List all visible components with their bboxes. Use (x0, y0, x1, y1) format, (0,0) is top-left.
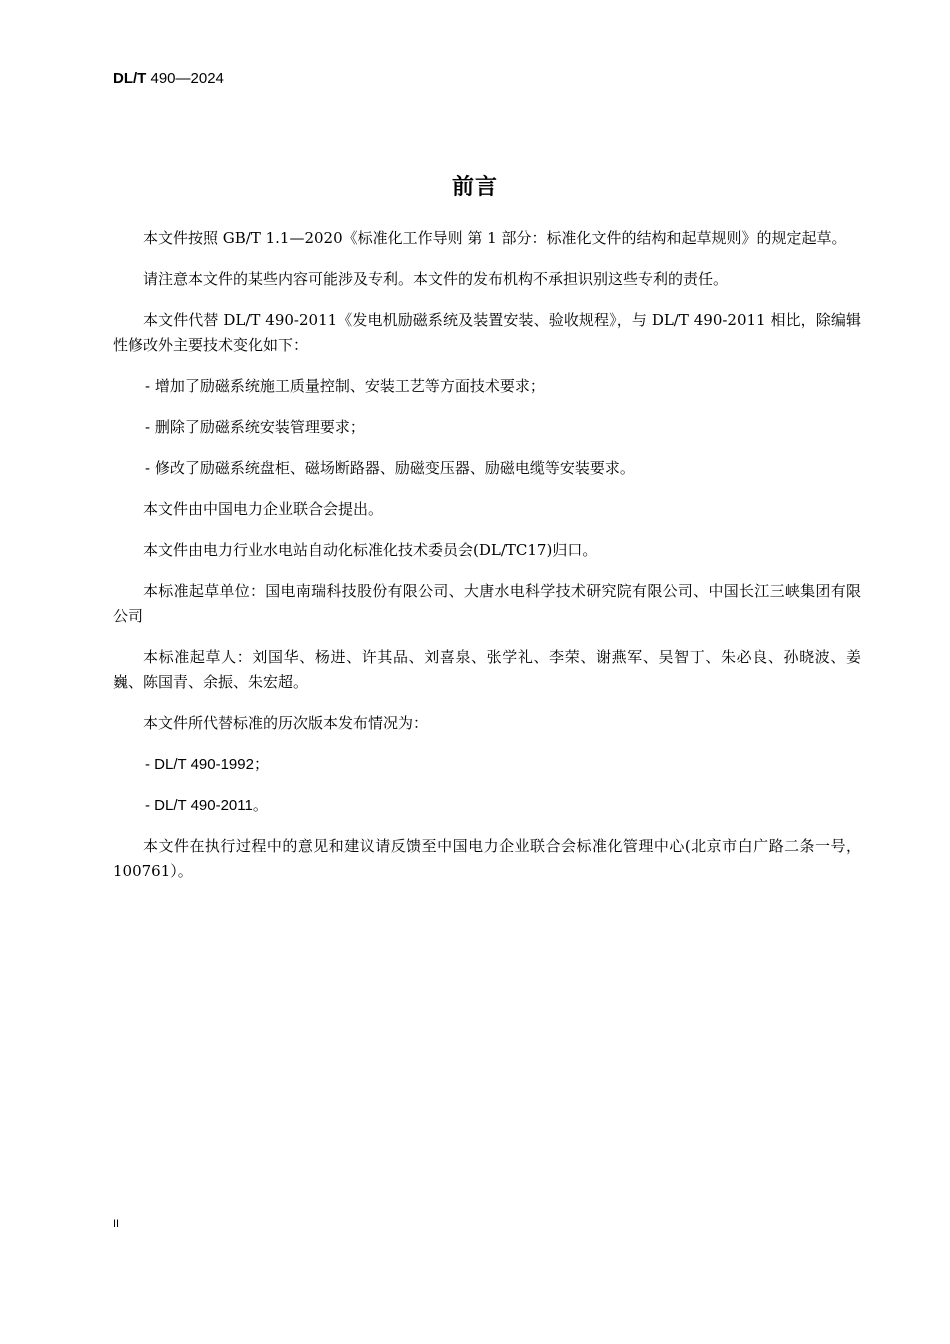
list-item-change: - 删除了励磁系统安装管理要求； (145, 418, 365, 436)
list-item-history: - DL/T 490-1992； (145, 756, 269, 773)
paragraph-patent-notice: 请注意本文件的某些内容可能涉及专利。本文件的发布机构不承担识别这些专利的责任。 (143, 270, 729, 288)
standard-code-prefix: DL/T (113, 70, 147, 87)
paragraph-proposer: 本文件由中国电力企业联合会提出。 (143, 500, 384, 518)
paragraph-history-intro: 本文件所代替标准的历次版本发布情况为： (143, 714, 429, 732)
standard-code (113, 70, 224, 87)
page-number: II (113, 1218, 120, 1230)
standard-code-number: 490—2024 (150, 70, 224, 87)
paragraph-committee: 本文件由电力行业水电站自动化标准化技术委员会(DL/TC17)归口。 (143, 541, 598, 559)
paragraph-replacement: 本文件代替 DL/T 490-2011《发电机励磁系统及装置安装、验收规程》，与 DL/T 490-2011 相比，除编辑性修改外主要技术变化如下： (113, 311, 861, 354)
list-item-history: - DL/T 490-2011。 (145, 797, 268, 814)
paragraph-drafting-rules: 本文件按照 GB/T 1.1—2020《标准化工作导则 第 1 部分：标准化文件的结构和起草规则》的规定起草。 (143, 229, 847, 247)
page-title: 前言 (451, 175, 498, 200)
list-item-change: - 修改了励磁系统盘柜、磁场断路器、励磁变压器、励磁电缆等安装要求。 (145, 459, 635, 477)
foreword-body (113, 226, 861, 900)
list-item-change: - 增加了励磁系统施工质量控制、安装工艺等方面技术要求； (145, 377, 545, 395)
paragraph-drafting-units: 本标准起草单位：国电南瑞科技股份有限公司、大唐水电科学技术研究院有限公司、中国长江三峡集团有限公司 (113, 582, 861, 625)
paragraph-drafters: 本标准起草人：刘国华、杨进、许其品、刘喜泉、张学礼、李荣、谢燕军、吴智丁、朱必良、孙晓波、姜巍、陈国青、余振、朱宏超。 (113, 648, 861, 691)
paragraph-feedback: 本文件在执行过程中的意见和建议请反馈至中国电力企业联合会标准化管理中心(北京市白广路二条一号，100761）。 (113, 837, 861, 880)
